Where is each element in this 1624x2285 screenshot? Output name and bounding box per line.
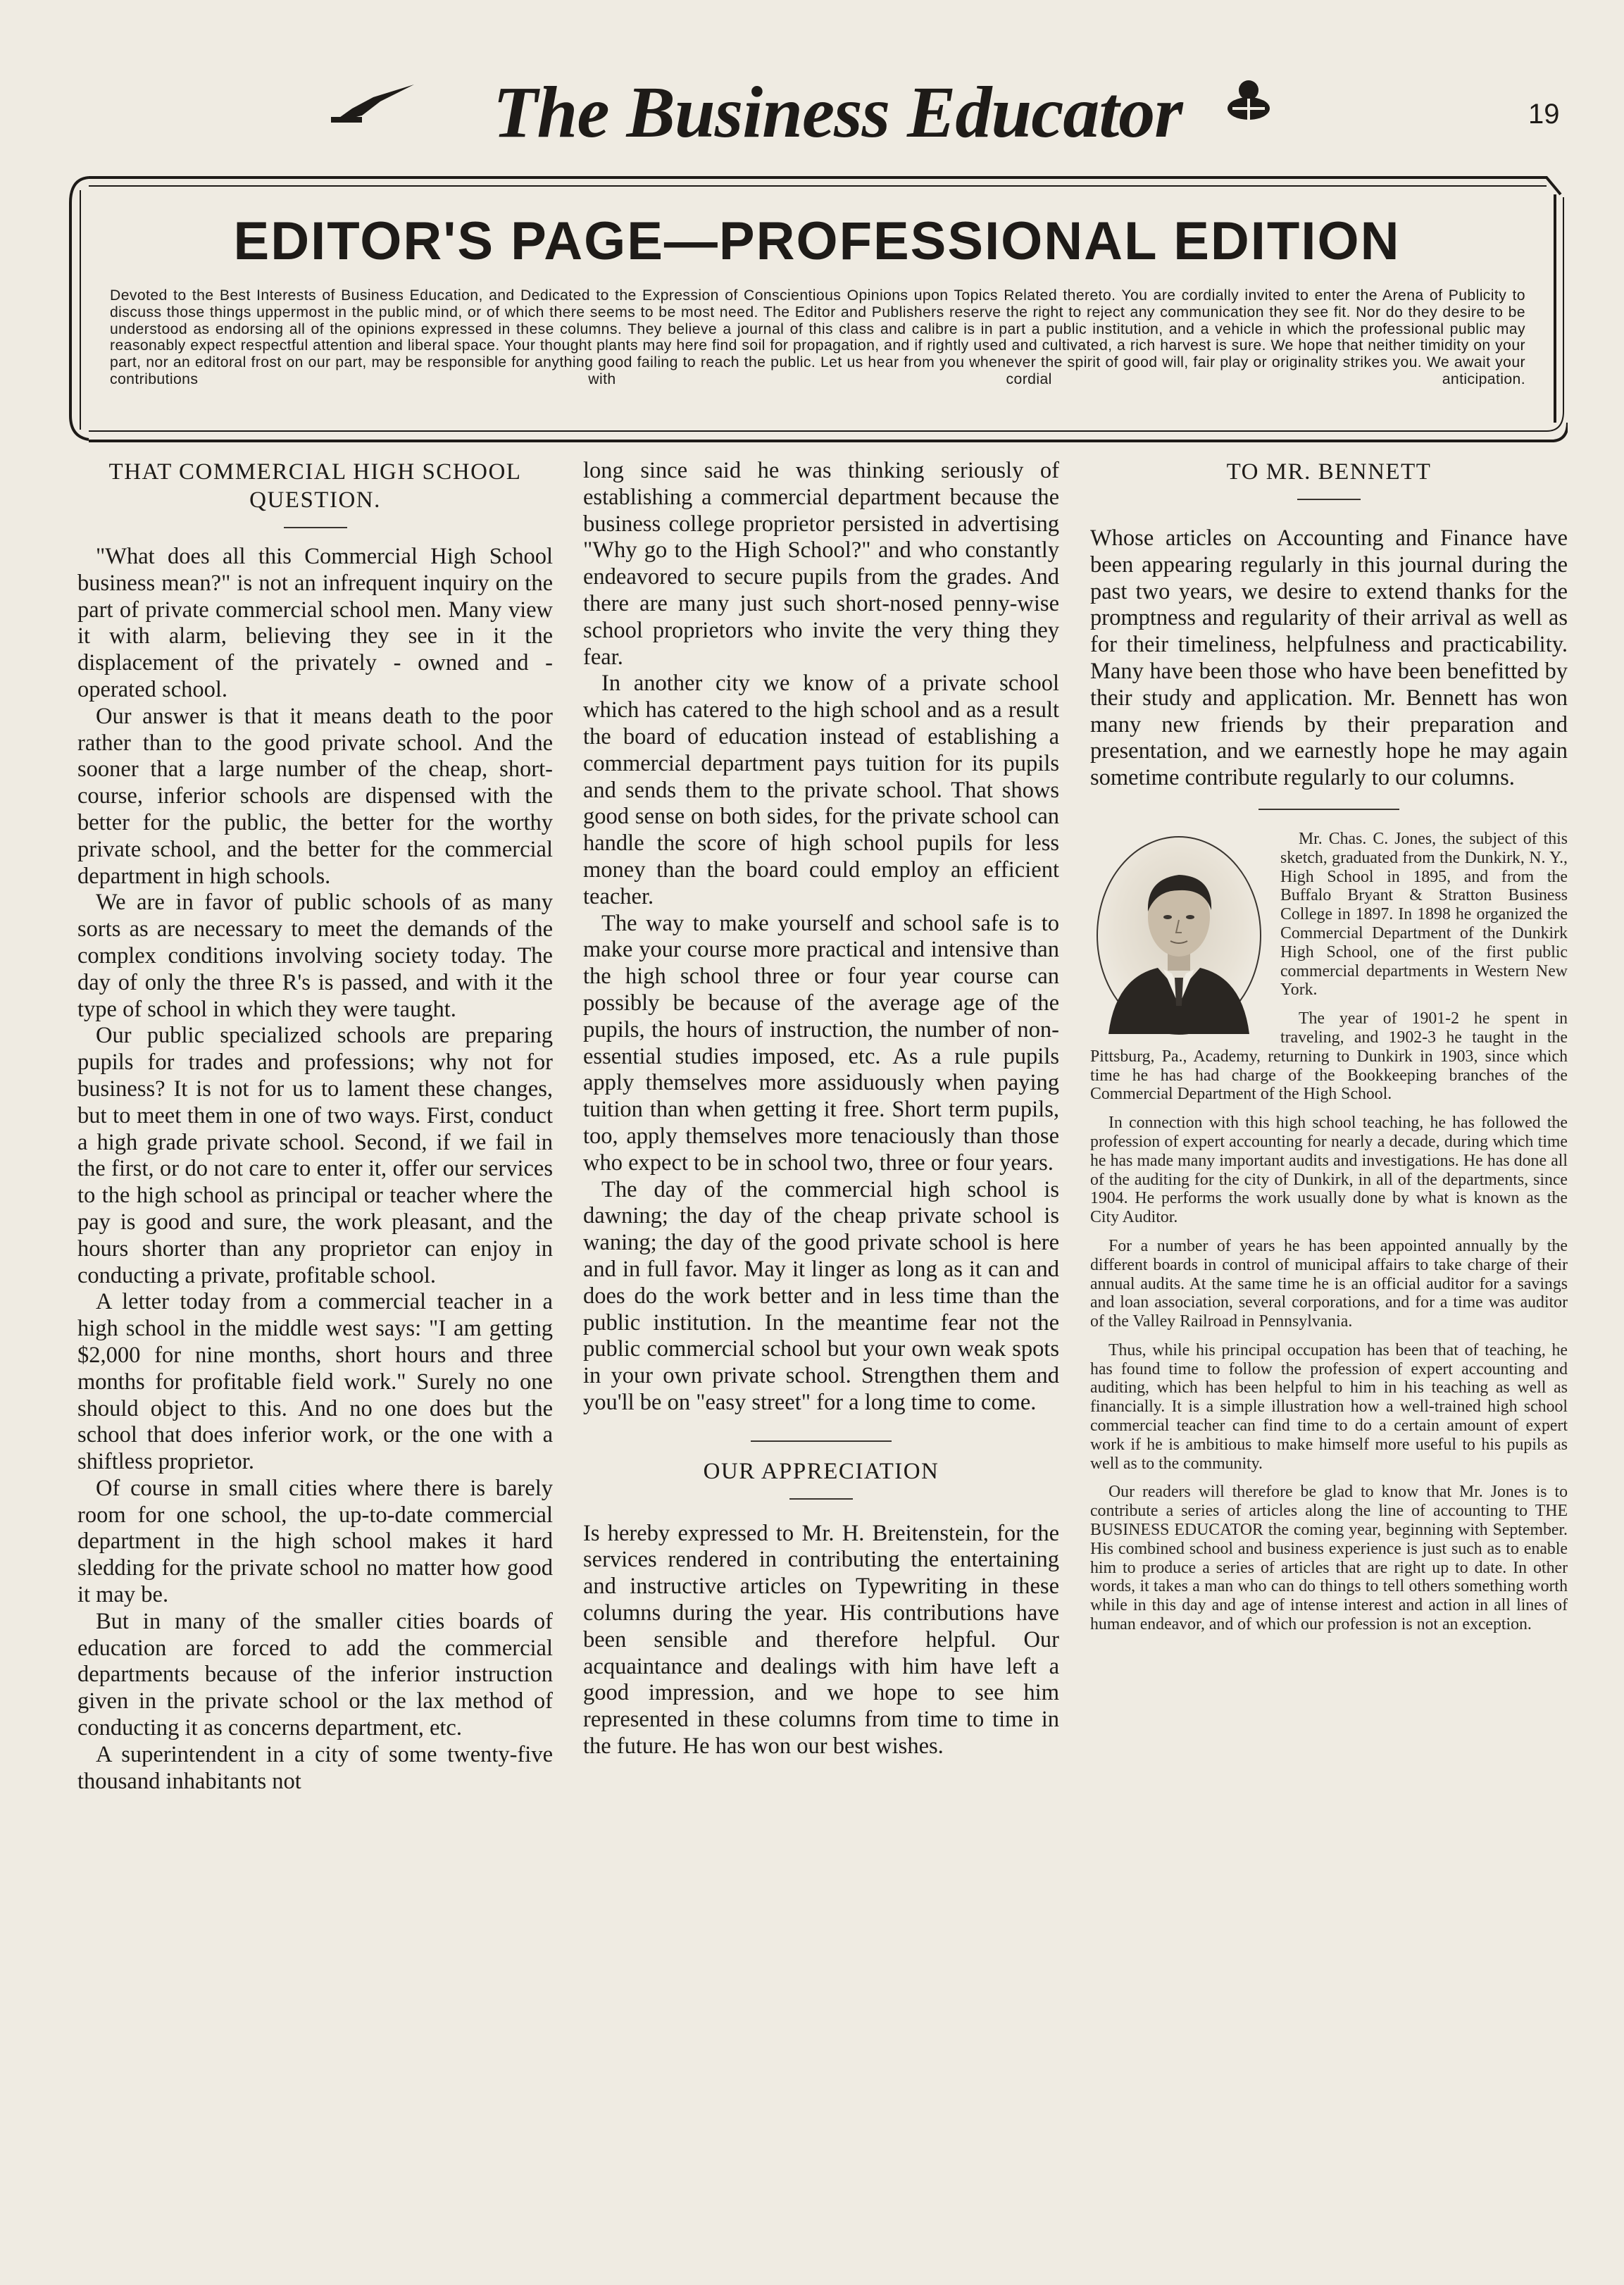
heading-divider <box>284 527 347 528</box>
article-paragraph: The year of 1901-2 he spent in traveling, and 1902-3 he taught in the Pittsburg, Pa., Academy, returning to Dunkirk in 1903, since which time he has had charge of the Bookkeeping branches of the Commercial Department of the High School. <box>1090 1009 1568 1104</box>
editorial-description: Devoted to the Best Interests of Business Education, and Dedicated to the Expression of Conscientious Opinions upon Topics Related thereto. You are cordially invited to enter the Arena of Publicity to discuss those things uppermost in the public mind, or of which there seems to be most need. The Editor and Publishers reserve the right to reject any communication they see fit. Nor do they desire to be understood as endorsing all of the opinions expressed in these columns. They believe a journal of this class and calibre is in part a public institution, and a vehicle in which the professional public may reasonably expect respectful attention and liberal space. Your thought plants may here find soil for propagation, and if rightly used and cultivated, a rich harvest is sure. We hope that neither timidity on your part, nor an editoral frost on our part, may be responsible for anything good failing to reach the public. Let us hear from you whenever the spirit of good will, fair play or originality strikes you. We await your contributions with cordial anticipation. <box>110 287 1525 387</box>
article-paragraph: A letter today from a commercial teacher in a high school in the middle west says: "I am getting $2,000 for nine months, short hours and three months for profitable field work." Surely no one should object to this. And no one does but the school that does inferior work, or the one with a shiftless proprietor. <box>77 1289 553 1475</box>
article-paragraph: Of course in small cities where there is barely room for one school, the up-to-date commercial department in the high school makes it hard sledding for the private school no matter how good it may be. <box>77 1475 553 1608</box>
article-paragraph: In another city we know of a private school which has catered to the high school and as a result the board of education instead of establishing a commercial department pays tuition for its pupils and sends them to the private school. That shows good sense on both sides, for the private school can handle the score of high school pupils for less money than the board could employ an efficient teacher. <box>583 671 1059 909</box>
quill-pen-icon <box>331 83 416 124</box>
heading-divider <box>1297 499 1361 500</box>
article-paragraph: We are in favor of public schools of as many sorts as are necessary to meet the demands of the complex conditions involving society today. The day of only the three R's is passed, and with it the type of school in which they were taught. <box>77 890 553 1022</box>
ornament-icon <box>1224 75 1273 124</box>
article-paragraph: "What does all this Commercial High School business mean?" is not an infrequent inquiry on the part of private commercial school men. Many view it with alarm, believing they see in it the displacement of the privately - owned and - operated school. <box>77 544 553 702</box>
article-paragraph: In connection with this high school teaching, he has followed the profession of expert accounting for nearly a decade, during which time he has made many important audits and investigations. He has done all of the auditing for the city of Dunkirk, in all of the departments, since 1904. He performs the work usually done by what is known as the City Auditor. <box>1090 1114 1568 1227</box>
article-paragraph: The way to make yourself and school safe is to make your course more practical and intensive than the high school three or four year course can possibly be because of the average age of the pupils, the hours of instruction, the number of non-essential studies imposed, etc. As a rule pupils apply themselves more assiduously when paying tuition than when getting it free. Short term pupils, too, apply themselves more tenaciously than those who expect to be in school two, three or four years. <box>583 910 1059 1176</box>
article-heading-appreciation: OUR APPRECIATION <box>703 1458 939 1484</box>
page-number: 19 <box>1528 99 1560 130</box>
heading-divider <box>789 1498 853 1500</box>
article-paragraph: Thus, while his principal occupation has been that of teaching, he has found time to follow the profession of expert accounting and auditing, which has been helpful to him in his teaching as well as financially. It is a simple illustration how a well-trained high school commercial teacher can find time to do a certain amount of expert work if he is ambitious to make himself more useful to his pupils as well as to the community. <box>1090 1340 1568 1473</box>
column-1 <box>77 458 553 1795</box>
masthead-title: The Business Educator <box>493 72 1182 153</box>
article-paragraph: The day of the commercial high school is dawning; the day of the cheap private school is waning; the day of the good private school is here and in full favor. May it linger as long as it can and does do the work better and in less time than the public institution. In the meantime fear not the public commercial school but your own weak spots in your own private school. Strengthen them and you'll be on "easy street" for a long time to come. <box>583 1176 1059 1415</box>
article-paragraph: Our answer is that it means death to the poor rather than to the good private school. And the sooner that a large number of the cheap, short-course, inferior schools are dispensed with the better for the public, the better for the worthy private school, and the better for the commercial department in high schools. <box>77 703 553 889</box>
article-paragraph: long since said he was thinking seriously of establishing a commercial department because the business college proprietor persisted in advertising "Why go to the High School?" and who constantly endeavored to secure pupils from the grades. And there are many just such short-nosed penny-wise school proprietors who invite the very thing they fear. <box>583 458 1059 670</box>
column-2 <box>583 458 1059 1760</box>
article-paragraph: A superintendent in a city of some twenty-five thousand inhabitants not <box>77 1741 553 1794</box>
column-3 <box>1090 458 1568 1634</box>
editorial-title: EDITOR'S PAGE—PROFESSIONAL EDITION <box>233 211 1401 271</box>
article-paragraph: Whose articles on Accounting and Finance have been appearing regularly in this journal during the past two years, we desire to extend thanks for the promptness and regularity of their arrival as well as for their timeliness, helpfulness and practicability. Many have been those who have been benefitted by their study and application. Mr. Bennett has won many new friends by their preparation and presentation, and we earnestly hope he may again sometime contribute regularly to our columns. <box>1090 525 1568 791</box>
article-paragraph: Our public specialized schools are preparing pupils for trades and professions; why not for business? It is not for us to lament these changes, but to meet them in one of two ways. First, conduct a high grade private school. Second, if we fail in the first, or do not care to enter it, offer our services to the high school as principal or teacher where the pay is good and sure, the work pleasant, and the hours shorter than any proprietor can enjoy in conducting a private, profitable school. <box>77 1023 553 1288</box>
section-divider <box>1258 809 1399 810</box>
article-heading-commercial: THAT COMMERCIAL HIGH SCHOOL QUESTION. <box>108 459 522 513</box>
article-heading-bennett: TO MR. BENNETT <box>1226 459 1432 485</box>
article-paragraph: For a number of years he has been appointed annually by the different boards in control of municipal affairs to take charge of their annual audits. At the same time he is an official auditor for a savings and loan association, several corporations, and for a time was auditor of the Valley Railroad in Pennsylvania. <box>1090 1236 1568 1331</box>
portrait-image <box>1087 830 1270 1041</box>
article-paragraph: Our readers will therefore be glad to know that Mr. Jones is to contribute a series of articles along the line of accounting to THE BUSINESS EDUCATOR the coming year, beginning with September. His combined school and business experience is just such as to enable him to produce a series of articles that are right up to date. In other words, it takes a man who can do things to tell others something worth while in this day and age of intense interest and action in all lines of human endeavor, and of which our profession is not an exception. <box>1090 1483 1568 1634</box>
section-divider <box>751 1440 892 1442</box>
article-paragraph: Mr. Chas. C. Jones, the subject of this sketch, graduated from the Dunkirk, N. Y., High School in 1895, and from the Buffalo Bryant & Stratton Business College in 1897. In 1898 he organized the Commercial Department of the Dunkirk High School, one of the first public commercial departments in Western New York. <box>1280 829 1568 1000</box>
article-paragraph: But in many of the smaller cities boards of education are forced to add the commercial departments because of the inferior instruction given in the private school or the lax method of conducting it as concerns department, etc. <box>77 1608 553 1741</box>
article-paragraph: Is hereby expressed to Mr. H. Breitenstein, for the services rendered in contributing the entertaining and instructive articles on Typewriting in these columns during the year. His contributions have been sensible and therefore helpful. Our acquaintance and dealings with him have left a good impression, and we hope to see him represented in these columns from time to time in the future. He has won our best wishes. <box>583 1520 1059 1760</box>
